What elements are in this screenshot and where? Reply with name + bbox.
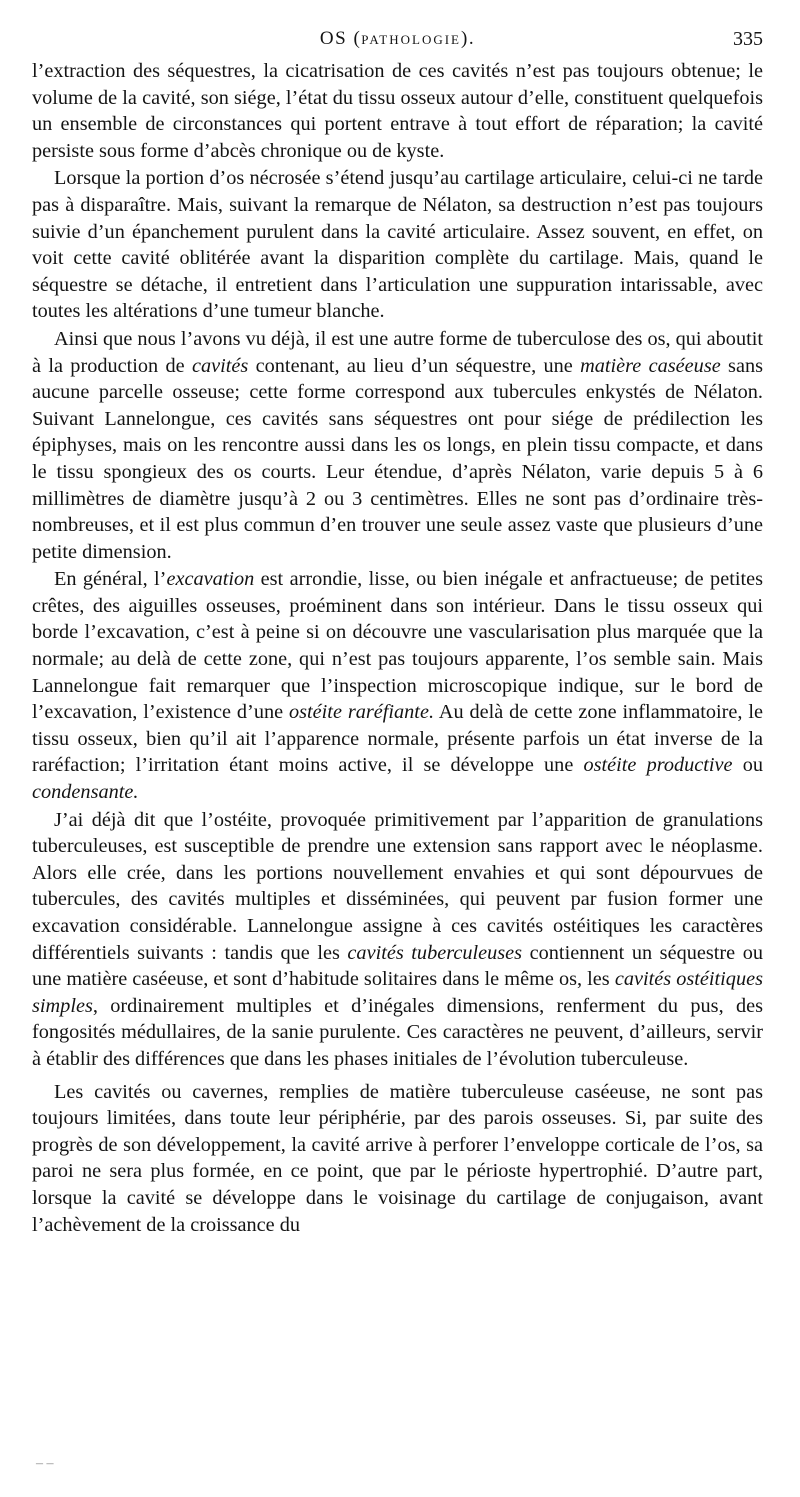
italic-term: cavités ostéitiques simples <box>32 968 763 1017</box>
paragraph <box>32 566 763 805</box>
italic-term: ostéite raréfiante. <box>289 701 435 724</box>
italic-term: condensante. <box>32 781 139 804</box>
paragraph <box>32 58 763 164</box>
text-segment: Lorsque la portion d’os nécrosée s’étend jusqu’au cartilage articulaire, celui-ci ne tarde pas à disparaître. Mais, suivant la remarque de Nélaton, sa destruction n’est pas toujours suivie d’un épanchement purulent dans la cavité articulaire. Assez souvent, en effet, on voit cette cavité oblitérée avant la disparition complète du cartilage. Mais, quand le séquestre se détache, il entretient dans l’articulation une suppuration intarissable, avec toutes les altérations d’une tumeur blanche. <box>32 167 763 323</box>
paragraph <box>32 326 763 565</box>
running-head-title: OS (PATHOLOGIE). <box>319 28 476 49</box>
text-segment: ou <box>732 754 763 777</box>
bottom-mark: – – <box>36 1456 54 1471</box>
running-head <box>32 0 763 58</box>
paragraph <box>32 1079 763 1239</box>
paragraph <box>32 165 763 325</box>
text-segment: Au delà de cette zone inflammatoire, le tissu osseux, bien qu’il ait l’apparence normale, présente parfois un état inverse de la raréfaction; l’irritation étant moins active, il se développe une <box>32 701 764 777</box>
page-number: 335 <box>733 28 763 50</box>
italic-term: matière caséeuse <box>580 354 721 377</box>
italic-term: excavation <box>166 568 255 591</box>
text-segment: Les cavités ou cavernes, remplies de matière tuberculeuse caséeuse, ne sont pas toujours limitées, dans toute leur périphérie, par des parois osseuses. Si, par suite des progrès de son développement, la cavité arrive à perforer l’enveloppe corticale de l’os, sa paroi ne sera plus formée, en ce point, que par le périoste hypertrophié. D’autre part, lorsque la cavité se développe dans le voisinage du cartilage de conjugaison, avant l’achèvement de la croissance du <box>32 1080 763 1236</box>
text-segment: sans aucune parcelle osseuse; cette forme correspond aux tubercules enkystés de Nélaton. Suivant Lannelongue, ces cavités sans séquestres ont pour siége de prédilection les épiphyses, mais on les rencontre aussi dans les os longs, en plein tissu compacte, et dans le tissu spongieux des os courts. Leur étendue, d’après Nélaton, varie depuis 5 à 6 millimètres de diamètre jusqu’à 2 ou 3 centimètres. Elles ne sont pas d’ordinaire très-nombreuses, et il est plus commun d’en trouver une seule assez vaste que plusieurs d’une petite dimension. <box>32 354 763 563</box>
text-segment: est arrondie, lisse, ou bien inégale et anfractueuse; de petites crêtes, des aiguilles osseuses, proéminent dans son intérieur. Dans le tissu osseux qui borde l’excavation, c’est à peine si on découvre une vascularisation plus marquée que la normale; au delà de cette zone, qui n’est pas toujours apparente, l’os semble sain. Mais Lannelongue fait remarquer que l’inspection microscopique indique, sur le bord de l’excavation, l’existence d’une <box>32 568 763 724</box>
italic-term: cavités <box>192 354 249 377</box>
text-segment: Ainsi que nous l’avons vu déjà, il est une autre forme de tuberculose des os, qui aboutit à la production de <box>32 327 763 377</box>
body-text <box>32 58 763 1238</box>
paragraph <box>32 807 763 1073</box>
text-segment: contiennent un séquestre ou une matière caséeuse, et sont d’habitude solitaires dans le même os, les <box>32 941 764 991</box>
text-segment: contenant, au lieu d’un séquestre, une <box>248 354 581 377</box>
italic-term: ostéite productive <box>583 754 733 777</box>
text-segment: En général, l’ <box>54 568 167 591</box>
italic-term: cavités tuberculeuses <box>347 941 523 964</box>
text-segment: , ordinairement multiples et d’inégales dimensions, renferment du pus, des fongosités médullaires, de la sanie purulente. Ces caractères ne peuvent, d’ailleurs, servir à établir des différences que dans les phases initiales de l’évolution tuberculeuse. <box>32 994 763 1070</box>
text-segment: l’extraction des séquestres, la cicatrisation de ces cavités n’est pas toujours obtenue; le volume de la cavité, son siége, l’état du tissu osseux autour d’elle, constituent quelquefois un ensemble de circonstances qui portent entrave à tout effort de réparation; la cavité persiste sous forme d’abcès chronique ou de kyste. <box>32 60 763 162</box>
text-segment: J’ai déjà dit que l’ostéite, provoquée primitivement par l’apparition de granulations tuberculeuses, est susceptible de prendre une extension sans rapport avec le néoplasme. Alors elle crée, dans les portions nouvellement envahies et qui sont dépourvues de tubercules, des cavités multiples et disséminées, qui peuvent par fusion former une excavation considérable. Lannelongue assigne à ces cavités ostéitiques les caractères différentiels suivants : tandis que les <box>32 808 763 964</box>
